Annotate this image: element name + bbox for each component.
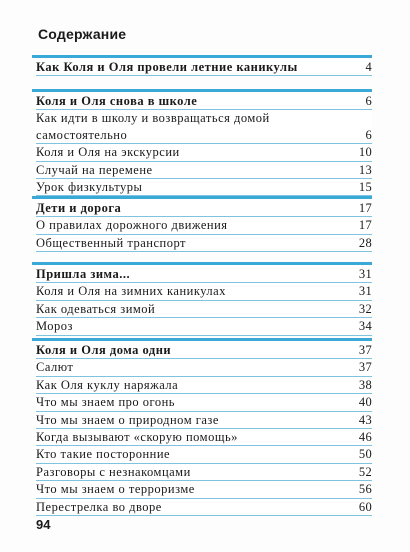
toc-entry-page: 15: [358, 179, 372, 194]
toc-entry-page: 6: [365, 94, 372, 108]
toc-entry-title: Пришла зима...: [36, 267, 131, 281]
toc-entry-title: Перестрелка во дворе: [36, 499, 162, 514]
toc-entry-page: 31: [358, 284, 372, 299]
toc-entry-page: 17: [358, 218, 372, 233]
toc-entry-page: 37: [358, 343, 372, 357]
toc-row: [36, 283, 372, 300]
toc-row: [36, 412, 372, 429]
toc-section-4: [32, 262, 372, 336]
toc-entry-title: Когда вызывают «скорую помощь»: [36, 429, 238, 444]
toc-title: Содержание: [38, 26, 127, 42]
toc-entry-title: Что мы знаем о терроризме: [36, 482, 195, 497]
toc-entry-title: Кто такие посторонние: [36, 447, 171, 462]
toc-entry-page: 31: [358, 267, 372, 281]
toc-row: [36, 359, 372, 376]
toc-entry-page: 40: [358, 395, 372, 410]
toc-entry-page: 50: [358, 447, 372, 462]
toc-entry-title: О правилах дорожного движения: [36, 218, 228, 233]
toc-entry-title: Как идти в школу и возвращаться домой самостоятельно: [36, 111, 270, 142]
toc-entry-title: Коля и Оля дома одни: [36, 343, 172, 357]
toc-row: [36, 217, 372, 234]
toc-entry-page: 60: [358, 499, 372, 514]
toc-row: [36, 266, 372, 283]
toc-row: [36, 59, 372, 76]
toc-entry-title: Мороз: [36, 319, 73, 334]
toc-entry-page: 17: [358, 201, 372, 215]
toc-row: [36, 200, 372, 217]
toc-row: [36, 377, 372, 394]
toc-entry-page: 38: [358, 377, 372, 392]
toc-entry-page: 46: [358, 429, 372, 444]
toc-entry-title: Случай на перемене: [36, 162, 153, 177]
toc-entry-page: 13: [358, 162, 372, 177]
toc-row: [36, 318, 372, 335]
toc-row: [36, 394, 372, 411]
toc-entry-page: 6: [365, 127, 372, 142]
toc-entry-page: 43: [358, 412, 372, 427]
toc-row: [36, 301, 372, 318]
page-number: 94: [36, 517, 51, 532]
toc-entry-title: Что мы знаем о природном газе: [36, 412, 219, 427]
toc-section-3: [32, 196, 372, 252]
toc-entry-title: Как одеваться зимой: [36, 301, 156, 316]
toc-row: [36, 464, 372, 481]
toc-entry-page: 10: [358, 145, 372, 160]
toc-row: [36, 342, 372, 359]
toc-entry-title: Дети и дорога: [36, 201, 122, 215]
toc-entry-title: Коля и Оля снова в школе: [36, 94, 198, 108]
toc-entry-page: 37: [358, 360, 372, 375]
toc-row: [36, 429, 372, 446]
toc-entry-title: Коля и Оля на экскурсии: [36, 145, 180, 160]
toc-row: [36, 110, 372, 144]
toc-row: [36, 162, 372, 179]
toc-entry-title: Что мы знаем про огонь: [36, 395, 176, 410]
toc-row: [36, 144, 372, 161]
toc-row: [36, 93, 372, 110]
toc-section-2: [32, 89, 372, 196]
toc-section-5: [32, 338, 372, 516]
toc-entry-title: Урок физкультуры: [36, 179, 143, 194]
toc-entry-title: Салют: [36, 360, 74, 375]
toc-entry-page: 56: [358, 482, 372, 497]
toc-row: [36, 446, 372, 463]
toc-entry-page: 52: [358, 464, 372, 479]
toc-entry-page: 32: [358, 301, 372, 316]
toc-row: [36, 481, 372, 498]
toc-row: [36, 179, 372, 196]
toc-entry-page: 4: [365, 60, 372, 74]
toc-entry-title: Коля и Оля на зимних каникулах: [36, 284, 226, 299]
toc-entry-title: Разговоры с незнакомцами: [36, 464, 191, 479]
toc-entry-title: Общественный транспорт: [36, 235, 186, 250]
toc-entry-title: Как Оля куклу наряжала: [36, 377, 179, 392]
toc-section-1: [32, 55, 372, 76]
toc-entry-page: 28: [358, 235, 372, 250]
toc-row: [36, 235, 372, 252]
toc-row: [36, 499, 372, 516]
toc-entry-page: 34: [358, 319, 372, 334]
toc-entry-title: Как Коля и Оля провели летние каникулы: [36, 60, 298, 74]
